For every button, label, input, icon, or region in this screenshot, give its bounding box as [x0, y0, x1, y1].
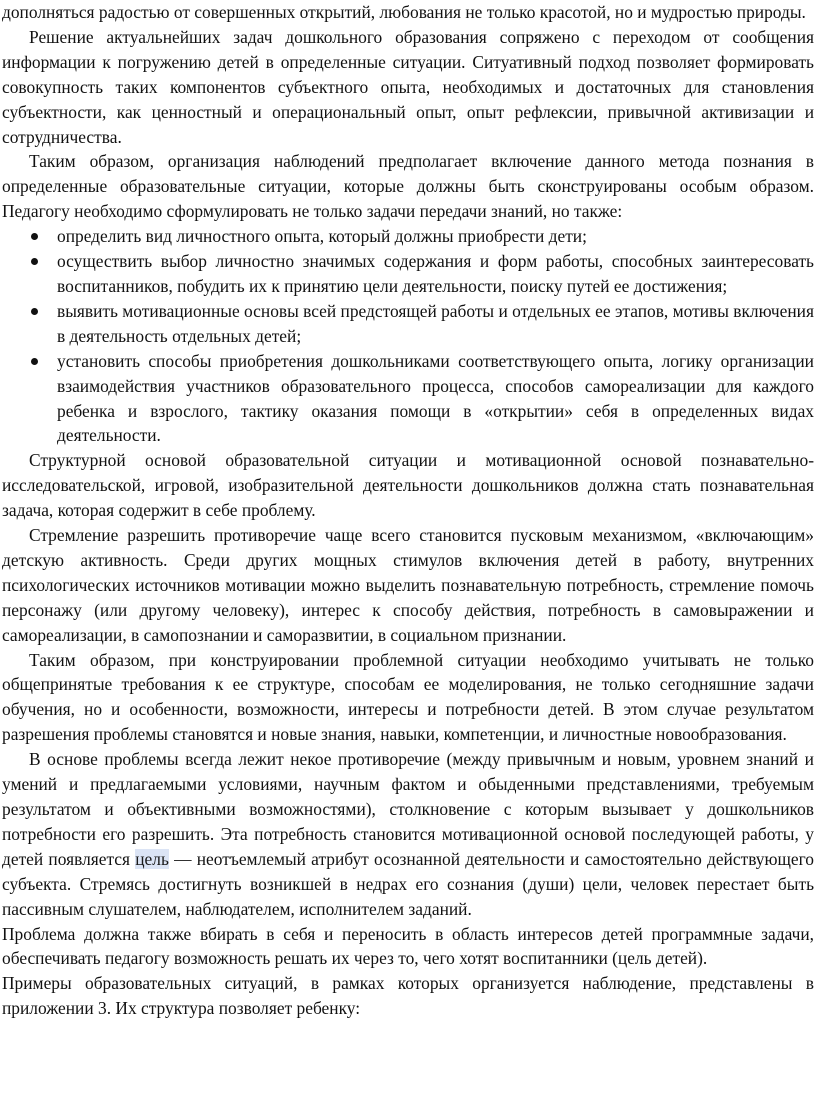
- bullet-dot-icon: [31, 233, 38, 240]
- bullet-dot-icon: [31, 308, 38, 315]
- bullet-dot-icon: [31, 258, 38, 265]
- paragraph-problem-situation: Таким образом, при конструировании проблемной ситуации необходимо учитывать не только общепринятые требования к ее структуре, способам ее моделирования, не только сегодняшние задачи обучения, но и особенности, возможности, интересы и потребности детей. В этом случае результатом разрешения проблемы становятся и новые знания, навыки, компетенции, и личностные новообразования.: [2, 649, 814, 745]
- paragraph-continuation: дополняться радостью от совершенных открытий, любования не только красотой, но и мудростью природы.: [2, 2, 806, 22]
- highlighted-word-goal[interactable]: цель: [135, 848, 169, 869]
- task-bullet-list: [2, 224, 814, 448]
- paragraph-problem-basis: [2, 747, 814, 921]
- paragraph-program-tasks: Проблема должна также вбирать в себя и переносить в область интересов детей программные задачи, обеспечивать педагогу возможность решать их через то, чего хотят воспитанники (цель детей).: [2, 923, 814, 969]
- bullet-text: осуществить выбор личностно значимых содержания и форм работы, способных заинтересовать воспитанников, побудить их к принятию цели деятельности, поиску путей ее достижения;: [57, 251, 814, 296]
- bullet-dot-icon: [31, 358, 38, 365]
- paragraph-examples-appendix: Примеры образовательных ситуаций, в рамках которых организуется наблюдение, представлены в приложении 3. Их структура позволяет ребенку:: [2, 973, 814, 1019]
- paragraph-observation-organization: Таким образом, организация наблюдений предполагает включение данного метода познания в определенные образовательные ситуации, которые должны быть сконструированы особым образом. Педагогу необходимо сформулировать не только задачи передачи знаний, но также:: [2, 151, 814, 222]
- bullet-item: [2, 349, 814, 449]
- paragraph-situational-approach: Решение актуальнейших задач дошкольного образования сопряжено с переходом от сообщения информации к погружению детей в определенные ситуации. Ситуативный подход позволяет формировать совокупность таких компонентов субъектного опыта, необходимых и достаточных для становления субъектности, как ценностный и операциональный опыт, опыт рефлексии, привычной активизации и сотрудничества.: [2, 26, 814, 147]
- bullet-text: установить способы приобретения дошкольниками соответствующего опыта, логику организации взаимодействия участников образовательного процесса, способов самореализации для каждого ребенка и взрослого, тактику оказания помощи в «открытии» себя в определенных видах деятельности.: [57, 350, 814, 446]
- bullet-item: [2, 249, 814, 299]
- bullet-item: [2, 299, 814, 349]
- bullet-text: определить вид личностного опыта, который должны приобрести дети;: [57, 226, 587, 247]
- paragraph-text-after: — неотъемлемый атрибут осознанной деятельности и самостоятельно действующего субъекта. Стремясь достигнуть возникшей в недрах его сознания (души) цели, человек перестает быть пассивным слушателем, наблюдателем, исполнителем заданий.: [2, 848, 814, 919]
- paragraph-text-before: В основе проблемы всегда лежит некое противоречие (между привычным и новым, уровнем знаний и умений и предлагаемыми условиями, научным фактом и обыденными представлениями, требуемым результатом и объективными возможностями), столкновение с которым вызывает у дошкольников потребности его разрешить. Эта потребность становится мотивационной основой последующей работы, у детей появляется: [2, 749, 814, 869]
- paragraph-structural-basis: Структурной основой образовательной ситуации и мотивационной основой познавательно-исследовательской, игровой, изобразительной деятельности дошкольников должна стать познавательная задача, которая содержит в себе проблему.: [2, 450, 814, 521]
- bullet-text: выявить мотивационные основы всей предстоящей работы и отдельных ее этапов, мотивы включения в деятельность отдельных детей;: [57, 300, 814, 346]
- bullet-item: [2, 224, 814, 249]
- paragraph-contradiction-trigger: Стремление разрешить противоречие чаще всего становится пусковым механизмом, «включающим» детскую активность. Среди других мощных стимулов включения детей в работу, внутренних психологических источников мотивации можно выделить познавательную потребность, стремление помочь персонажу (или другому человеку), интерес к способу действия, потребность в самовыражении и самореализации, в самопознании и саморазвитии, в социальном признании.: [2, 525, 814, 645]
